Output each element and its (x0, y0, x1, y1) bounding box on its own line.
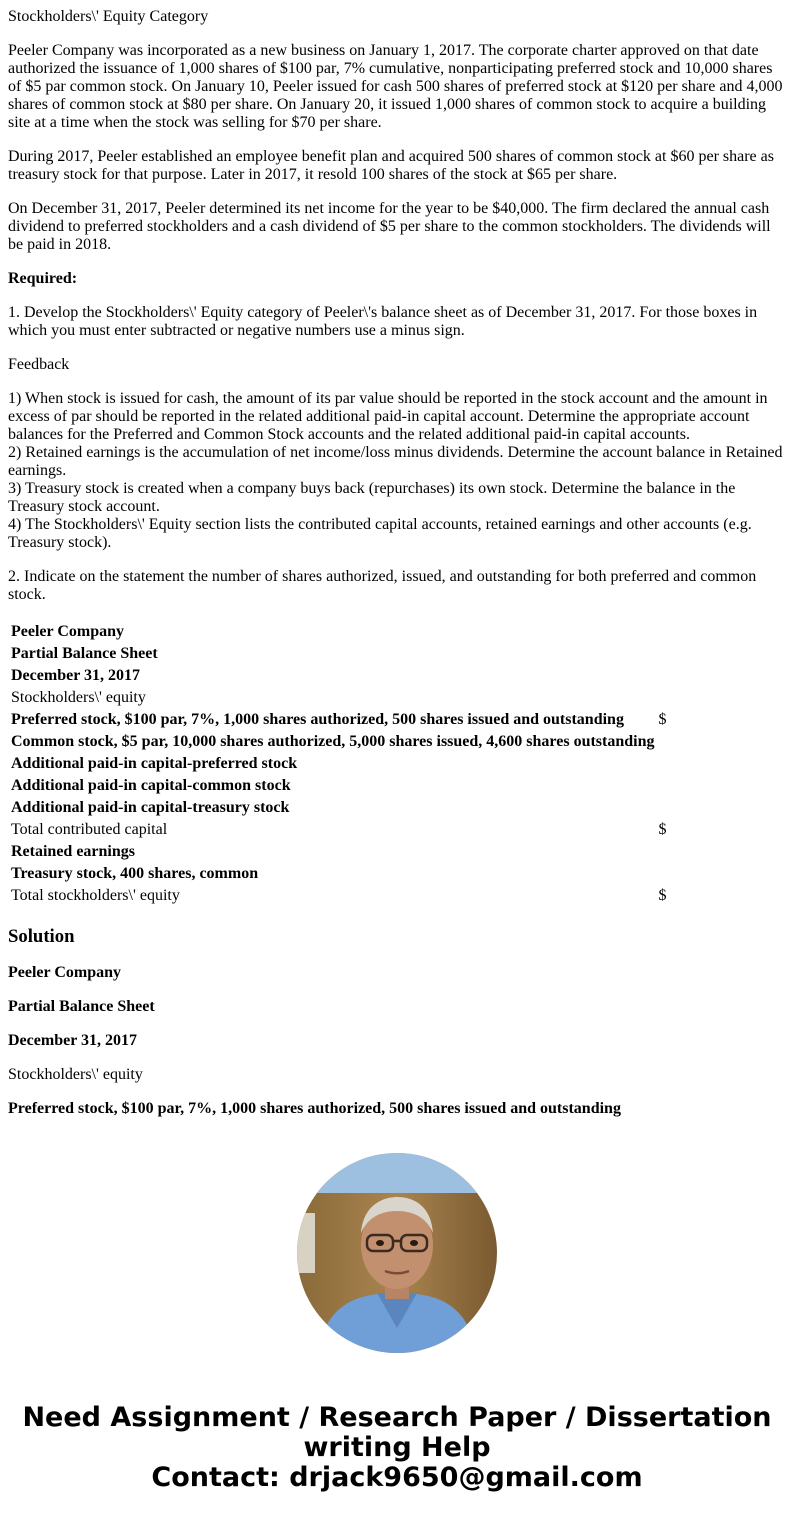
dollar-sign (657, 798, 667, 818)
solution-statement: Partial Balance Sheet (8, 998, 155, 1015)
dollar-sign (657, 776, 667, 796)
dollar-sign (657, 732, 667, 752)
feedback-item-1: 1) When stock is issued for cash, the amount of its par value should be reported in the stock account and the amount in excess of par should be reported in the related additional paid-in capital account. Determine the appropriate account balances for the Preferred and Common Stock accounts and the related additional paid-in capital accounts. (8, 390, 768, 443)
row-label: Additional paid-in capital-preferred stock (11, 755, 298, 772)
table-row (10, 886, 667, 906)
table-row (10, 710, 667, 730)
statement-date: December 31, 2017 (11, 667, 140, 684)
table-row (10, 688, 667, 708)
page-title: Stockholders\' Equity Category (8, 8, 209, 25)
promo-contact: Contact: drjack9650@gmail.com (151, 1462, 643, 1493)
dollar-sign: $ (658, 711, 667, 728)
feedback-item-3: 3) Treasury stock is created when a company buys back (repurchases) its own stock. Determine the balance in the Treasury stock account. (8, 480, 736, 515)
row-label: Additional paid-in capital-treasury stock (11, 799, 290, 816)
promo-line-2: writing Help (303, 1432, 491, 1463)
dollar-sign (657, 754, 667, 774)
row-label: Additional paid-in capital-common stock (11, 777, 291, 794)
solution-date: December 31, 2017 (8, 1032, 137, 1049)
balance-sheet-table (8, 620, 669, 908)
table-row (10, 732, 667, 752)
table-row (10, 644, 667, 664)
table-row (10, 842, 667, 862)
table-row (10, 622, 667, 642)
dollar-sign (657, 864, 667, 884)
promo-line-1: Need Assignment / Research Paper / Dissertation (22, 1402, 772, 1433)
row-label: Treasury stock, 400 shares, common (11, 865, 259, 882)
solution-heading: Solution (8, 926, 75, 947)
row-label: Total contributed capital (11, 821, 168, 838)
row-label: Preferred stock, $100 par, 7%, 1,000 shares authorized, 500 shares issued and outstanding (11, 711, 624, 728)
requirement-2: 2. Indicate on the statement the number of shares authorized, issued, and outstanding for both preferred and common stock. (8, 568, 757, 603)
promo-banner (0, 1403, 794, 1493)
row-label: Common stock, $5 par, 10,000 shares authorized, 5,000 shares issued, 4,600 shares outstanding (11, 733, 655, 750)
row-label: Total stockholders\' equity (11, 887, 180, 904)
statement-name: Partial Balance Sheet (11, 645, 158, 662)
solution-company: Peeler Company (8, 964, 122, 981)
table-row (10, 820, 667, 840)
dollar-sign (657, 842, 667, 862)
row-label: Retained earnings (11, 843, 135, 860)
problem-paragraph-2: During 2017, Peeler established an employee benefit plan and acquired 500 shares of common stock at $60 per share as treasury stock for that purpose. Later in 2017, it resold 100 shares of the stock at $65 per share. (8, 148, 774, 183)
table-row (10, 666, 667, 686)
problem-paragraph-3: On December 31, 2017, Peeler determined its net income for the year to be $40,000. The firm declared the annual cash dividend to preferred stockholders and a cash dividend of $5 per share to the common stockholders. The dividends will be paid in 2018. (8, 200, 771, 253)
feedback-item-2: 2) Retained earnings is the accumulation of net income/loss minus dividends. Determine the account balance in Retained earnings. (8, 444, 783, 479)
author-avatar (297, 1153, 497, 1353)
solution-first-row: Preferred stock, $100 par, 7%, 1,000 shares authorized, 500 shares issued and outstanding (8, 1100, 621, 1117)
company-name: Peeler Company (11, 623, 125, 640)
table-row (10, 754, 667, 774)
requirement-1: 1. Develop the Stockholders\' Equity category of Peeler\'s balance sheet as of December 31, 2017. For those boxes in which you must enter subtracted or negative numbers use a minus sign. (8, 304, 758, 339)
table-row (10, 798, 667, 818)
solution-section: Stockholders\' equity (8, 1066, 143, 1083)
table-row (10, 776, 667, 796)
feedback-item-4: 4) The Stockholders\' Equity section lists the contributed capital accounts, retained earnings and other accounts (e.g. Treasury stock). (8, 516, 752, 551)
dollar-sign: $ (658, 887, 667, 904)
avatar-photo-icon (297, 1153, 497, 1353)
problem-paragraph-1: Peeler Company was incorporated as a new business on January 1, 2017. The corporate charter approved on that date authorized the issuance of 1,000 shares of $100 par, 7% cumulative, nonparticipating preferred stock and 10,000 shares of $5 par common stock. On January 10, Peeler issued for cash 500 shares of preferred stock at $120 per share and 4,000 shares of common stock at $80 per share. On January 20, it issued 1,000 shares of common stock to acquire a building site at a time when the stock was selling for $70 per share. (8, 42, 783, 131)
section-label: Stockholders\' equity (11, 689, 146, 706)
feedback-label: Feedback (8, 356, 70, 373)
feedback-list (8, 390, 786, 552)
table-row (10, 864, 667, 884)
required-label: Required: (8, 270, 78, 287)
dollar-sign: $ (658, 821, 667, 838)
